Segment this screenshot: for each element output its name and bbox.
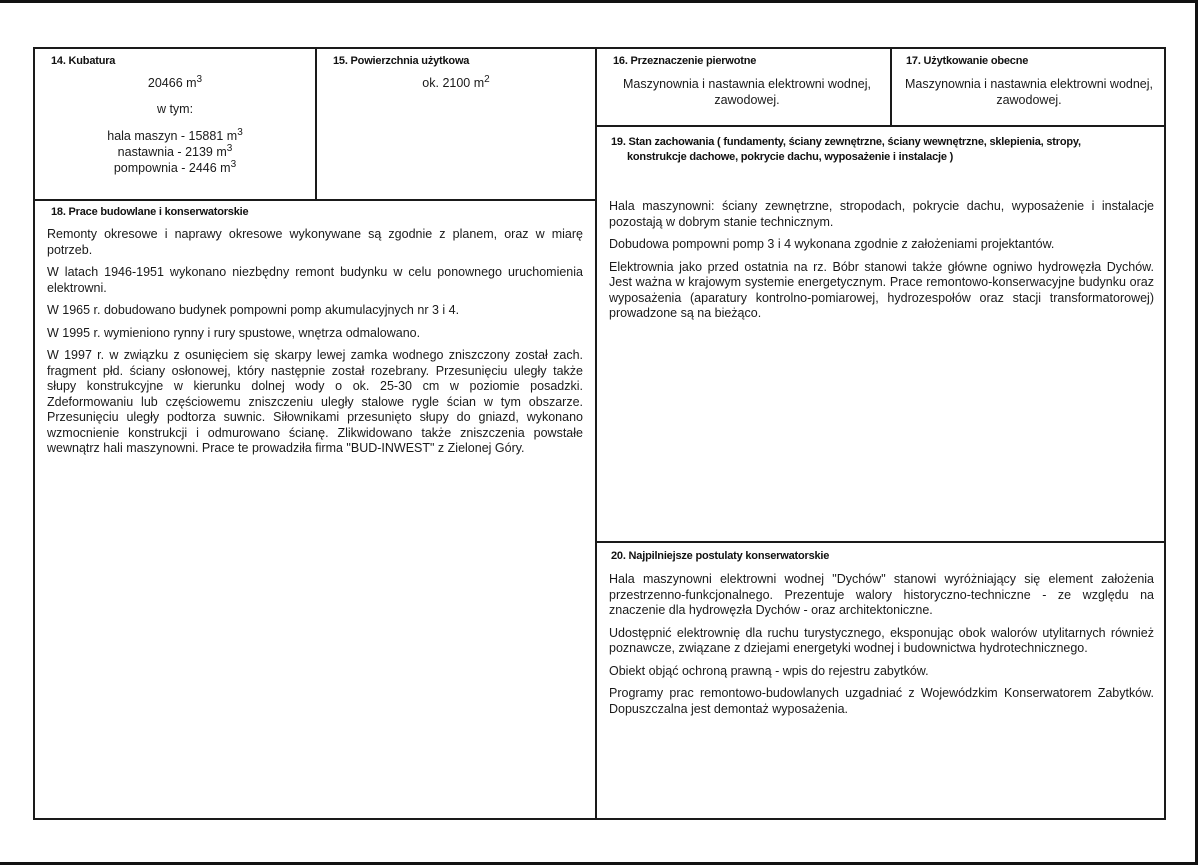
current-use-value: Maszynownia i nastawnia elektrowni wodnej, zawodowej.	[904, 77, 1154, 107]
paragraph: Obiekt objąć ochroną prawną - wpis do rejestru zabytków.	[609, 663, 929, 678]
box-19-header-line2: konstrukcje dachowe, pokrycie dachu, wyposażenie i instalacje )	[627, 151, 954, 163]
paragraph: Remonty okresowe i naprawy okresowe wykonywane są zgodnie z planem, oraz w miarę potrzeb.	[47, 227, 583, 257]
cubature-line-text: nastawnia - 2139 m	[117, 145, 227, 159]
scan-top-edge	[0, 0, 1198, 3]
paragraph: W 1965 r. dobudowano budynek pompowni pomp akumulacyjnych nr 3 i 4.	[47, 303, 460, 317]
usable-area-exp: 2	[484, 74, 490, 85]
box-17-current-use	[892, 49, 1166, 125]
paragraph: Programy prac remontowo-budowlanych uzgadniać z Wojewódzkim Konserwatorem Zabytków. Dopuszczalna jest demontaż wyposażenia.	[609, 686, 1154, 716]
cubature-line-exp: 3	[230, 159, 237, 170]
cubature-line	[35, 160, 315, 176]
box-16-original-purpose	[597, 49, 890, 125]
usable-area-text: ok. 2100 m	[422, 76, 485, 90]
paragraph: Elektrownia jako przed ostatnia na rz. Bóbr stanowi także główne ogniwo hydrowęzła Dychów. Jest ważna w krajowym systemie energetycznym. Prace remontowo-konserwacyjne budynku oraz wyposażenia (aparatury kontrolno-pomiarowej, hydrozespołów oraz stacji transformatorowej) prowadzone są na bieżąco.	[609, 259, 1154, 320]
box-18-construction-works	[35, 201, 595, 820]
box-14-cubature	[35, 49, 315, 199]
usable-area-value	[317, 75, 595, 91]
cubature-total-exp: 3	[196, 74, 203, 85]
construction-works-text	[47, 227, 583, 464]
box-20-conservation-postulates	[597, 543, 1166, 820]
paragraph: W 1995 r. wymieniono rynny i rury spustowe, wnętrza odmalowano.	[47, 325, 421, 340]
cubature-line-exp: 3	[226, 143, 233, 154]
paragraph: Hala maszynowni elektrowni wodnej "Dychów" stanowi wyróżniający się element założenia przestrzenno-funkcjonalnego. Prezentuje walory historyczno-techniczne - ze względu na znaczenie dla hydrowęzła Dychów - oraz architektoniczne.	[609, 572, 1154, 617]
box-19-condition	[597, 127, 1166, 541]
paragraph: Dobudowa pompowni pomp 3 i 4 wykonana zgodnie z założeniami projektantów.	[609, 237, 1055, 251]
box-15-usable-area	[317, 49, 595, 199]
box-19-header-line1: 19. Stan zachowania ( fundamenty, ściany zewnętrzne, ściany wewnętrzne, sklepienia, stropy,	[611, 136, 1081, 148]
cubature-line	[35, 144, 315, 160]
box-20-header: 20. Najpilniejsze postulaty konserwatorskie	[611, 550, 830, 562]
box-16-header: 16. Przeznaczenie pierwotne	[613, 55, 757, 67]
paragraph: Udostępnić elektrownię dla ruchu turystycznego, eksponując obok walorów utylitarnych również poznawcze, związane z dziejami energetyki wodnej i budownictwa hydrotechnicznego.	[609, 625, 1154, 655]
paragraph: W latach 1946-1951 wykonano niezbędny remont budynku w celu ponownego uruchomienia elektrowni.	[47, 265, 583, 295]
paragraph: Hala maszynowni: ściany zewnętrzne, stropodach, pokrycie dachu, wyposażenie i instalacje pozostają w dobrym stanie technicznym.	[609, 199, 1154, 229]
cubature-line-text: hala maszyn - 15881 m	[107, 129, 238, 143]
cubature-line	[35, 128, 315, 144]
cubature-total-value: 20466 m	[147, 76, 197, 90]
cubature-in-that: w tym:	[156, 102, 194, 116]
original-purpose-value: Maszynownia i nastawnia elektrowni wodnej, zawodowej.	[622, 77, 872, 107]
paragraph: W 1997 r. w związku z osunięciem się skarpy lewej zamka wodnego zniszczony został zach. fragment płd. ściany osłonowej, który następnie został rozebrany. Przesunięciu uległy także słupy konstrukcyjne w kierunku dolnej wody o ok. 25-30 cm w poziomie posadzki. Zdeformowaniu lub częściowemu zniszczeniu uległy stalowe rygle ścian w tym obszarze. Przesunięciu uległy podtorza suwnic. Siłownikami przesunięto słupy do gniazd, wykonano wzmocnienie konstrukcji i odmurowano ścianę. Zlikwidowano także zniszczenia powstałe wewnątrz hali maszynowni. Prace te prowadziła firma "BUD-INWEST" z Zielonej Góry.	[47, 348, 583, 455]
box-15-header: 15. Powierzchnia użytkowa	[333, 55, 470, 67]
box-17-header: 17. Użytkowanie obecne	[906, 55, 1029, 67]
box-14-header: 14. Kubatura	[51, 55, 116, 67]
postulates-text	[609, 572, 1154, 724]
box-18-header: 18. Prace budowlane i konserwatorskie	[51, 206, 249, 218]
cubature-breakdown	[35, 128, 315, 176]
form-frame	[33, 47, 1166, 820]
condition-text	[609, 199, 1154, 329]
cubature-total	[35, 75, 315, 91]
cubature-line-text: pompownia - 2446 m	[113, 161, 231, 175]
cubature-line-exp: 3	[237, 127, 243, 138]
box-19-header	[611, 135, 1081, 165]
